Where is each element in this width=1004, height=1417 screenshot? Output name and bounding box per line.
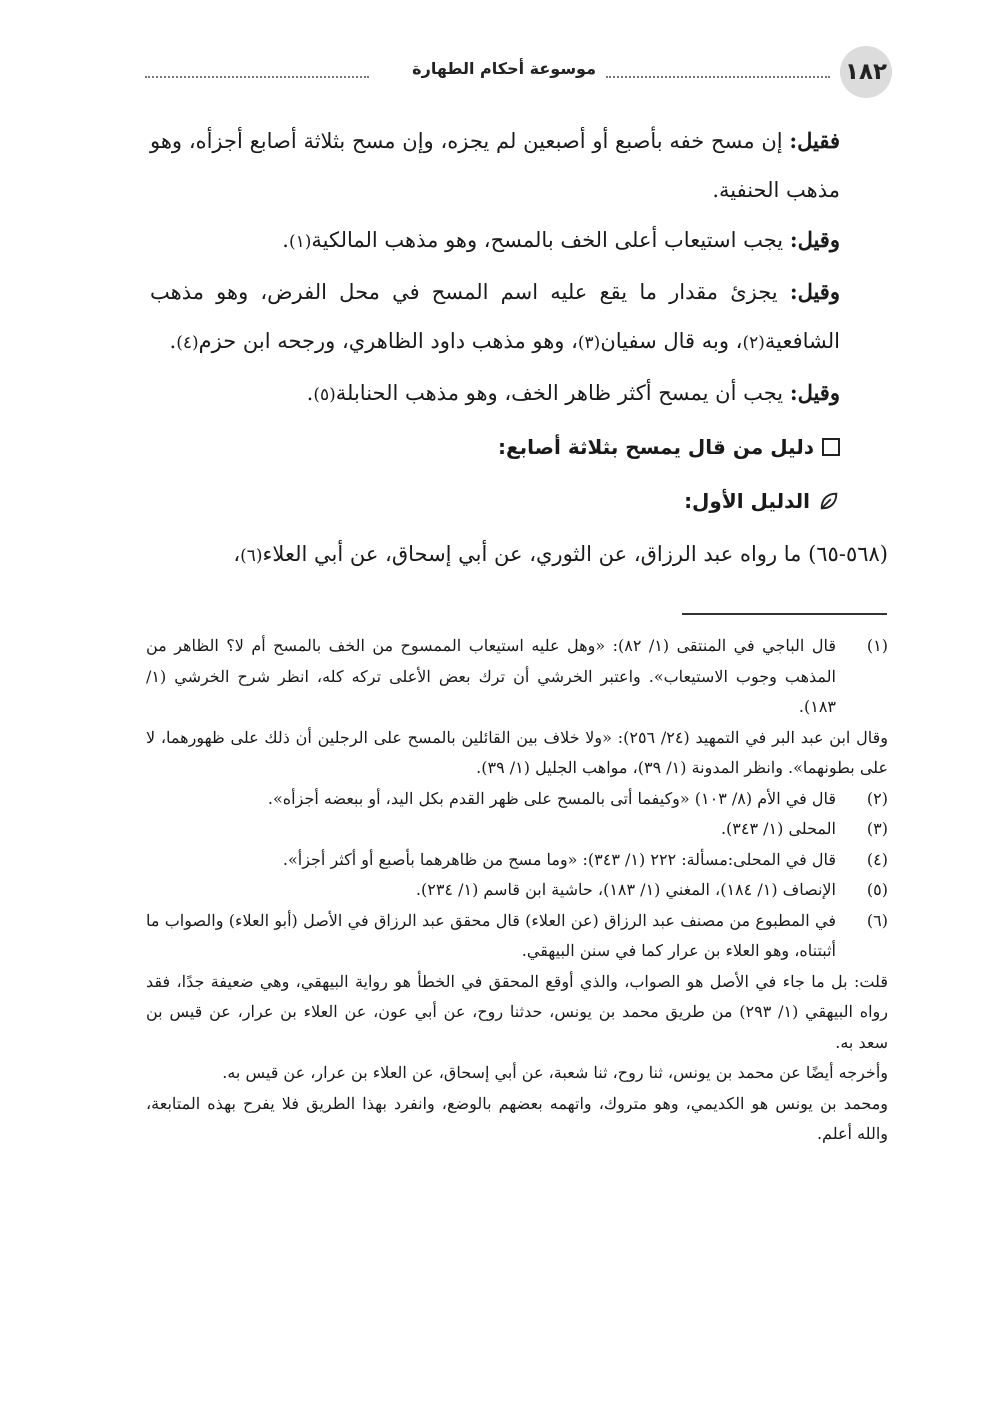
footnote-separator [682, 613, 887, 615]
subsection-heading [150, 476, 888, 526]
footnote-4 [146, 845, 888, 876]
paragraph-hanbali [150, 368, 888, 420]
footnote-text: قال الباجي في المنتقى (١/ ٨٢): «وهل عليه استيعاب الممسوح من الخف بالمسح أم لا؟ الظاهر من المذهب وجوب الاستيعاب». واعتبر الخرشي أن ترك بعض الأعلى تركه كله، انظر شرح الخرشي (١/ ١٨٣). [146, 636, 836, 716]
footnote-number: (٤) [866, 849, 888, 869]
footnote-5 [146, 875, 888, 906]
paragraph-text: إن مسح خفه بأصبع أو أصبعين لم يجزه، وإن مسح بثلاثة أصابع أجزأه، وهو مذهب الحنفية. [150, 129, 840, 202]
qila-label: وقيل: [789, 380, 840, 405]
footnote-6-continuation: قلت: بل ما جاء في الأصل هو الصواب، والذي أوقع المحقق في الخطأ هو رواية البيهقي، وهي ضعيفة جدًا، فقد رواه البيهقي (١/ ٢٩٣) من طريق محمد بن يونس، حدثنا روح، عن أبي عون، عن العلاء بن عرار، عن قيس بن سعد به. [146, 971, 888, 1052]
qila-label: فقيل: [789, 128, 840, 153]
footnote-text: المحلى (١/ ٣٤٣). [720, 819, 836, 838]
section-heading-text: دليل من قال يمسح بثلاثة أصابع: [498, 435, 814, 459]
footnote-text: في المطبوع من مصنف عبد الرزاق (عن العلاء) قال محقق عبد الرزاق في الأصل (أبو العلاء) والصواب ما أثبتناه، وهو العلاء بن عرار كما في سنن البيهقي. [146, 910, 837, 960]
paragraph-maliki [150, 215, 888, 267]
footnote-text: الإنصاف (١/ ١٨٤)، المغني (١/ ١٨٣)، حاشية ابن قاسم (١/ ٢٣٤). [415, 880, 836, 899]
footnote-number: (٢) [866, 788, 888, 808]
footnote-number: (٦) [866, 910, 888, 930]
footnote-ref-2[interactable]: (٢) [742, 333, 765, 353]
paragraph-text: يجب استيعاب أعلى الخف بالمسح، وهو مذهب المالكية [311, 228, 790, 252]
footnote-number: (٥) [866, 880, 888, 899]
footnote-text: قال في الأم (٨/ ١٠٣) «وكيفما أتى بالمسح على ظهر القدم بكل اليد، أو ببعضه أجزأه». [267, 788, 836, 808]
qila-label: وقيل: [789, 227, 840, 252]
footnote-ref-4[interactable]: (٤) [176, 333, 199, 353]
footnote-ref-1[interactable]: (١) [288, 232, 312, 252]
leaf-ornament-icon [818, 490, 840, 512]
paragraph-shafii [150, 267, 888, 368]
footnote-1-continuation: وقال ابن عبد البر في التمهيد (٢٤/ ٢٥٦): «ولا خلاف بين القائلين بالمسح على الرجلين أن ذلك على ظهورهما، لا على بطونهما». وانظر المدونة (١/ ٣٩)، مواهب الجليل (١/ ٣٩). [146, 727, 888, 777]
footnote-text: قال في المحلى:مسألة: ٢٢٢ (١/ ٣٤٣): «وما مسح من ظاهرهما بأصبع أو أكثر أجزأ». [282, 849, 836, 869]
footnote-ref-6[interactable]: (٦) [240, 546, 263, 566]
book-title: موسوعة أحكام الطهارة [412, 59, 596, 78]
footnote-6 [146, 906, 888, 967]
paragraph-hanafi [150, 116, 888, 215]
footnote-6-continuation: وأخرجه أيضًا عن محمد بن يونس، ثنا روح، ثنا شعبة، عن أبي إسحاق، عن العلاء بن عرار، عن قيس به. [222, 1063, 888, 1082]
paragraph-text: يجب أن يمسح أكثر ظاهر الخف، وهو مذهب الحنابلة [335, 381, 790, 405]
comma: ، [233, 542, 241, 566]
footnotes [146, 631, 888, 1150]
period: . [169, 329, 177, 353]
period: . [282, 228, 289, 252]
footnote-ref-3[interactable]: (٣) [577, 333, 601, 353]
footnote-ref-5[interactable]: (٥) [313, 385, 336, 405]
subsection-heading-text: الدليل الأول: [684, 489, 810, 513]
qila-label: وقيل: [789, 279, 840, 304]
main-text [150, 116, 888, 581]
paragraph-text: ، وهو مذهب داود الظاهري، ورجحه ابن حزم [198, 329, 578, 353]
paragraph-text: (٥٦٨-٦٥) ما رواه عبد الرزاق، عن الثوري، عن أبي إسحاق، عن أبي العلاء [262, 542, 888, 566]
period: . [306, 381, 314, 405]
footnote-2 [146, 784, 888, 815]
section-heading [150, 422, 888, 472]
paragraph-text: يجزئ مقدار ما يقع عليه اسم المسح في محل الفرض، وهو مذهب الشافعية [150, 280, 840, 353]
footnote-1 [146, 631, 888, 723]
header-dotted-rule-left [145, 76, 369, 78]
footnote-number: (١) [866, 636, 888, 655]
page-header [145, 46, 892, 102]
paragraph-text: ، وبه قال سفيان [600, 329, 743, 353]
footnote-3 [146, 814, 888, 845]
paragraph-hadith [150, 530, 888, 581]
checkbox-icon [822, 438, 840, 456]
header-dotted-rule-right [606, 76, 830, 78]
footnote-number: (٣) [866, 819, 888, 838]
footnote-6-continuation: ومحمد بن يونس هو الكديمي، وهو متروك، واتهمه بعضهم بالوضع، وانفرد بهذا الطريق فلا يفرح بهذه المتابعة، والله أعلم. [146, 1093, 888, 1143]
page-number: ١٨٢ [840, 46, 892, 98]
